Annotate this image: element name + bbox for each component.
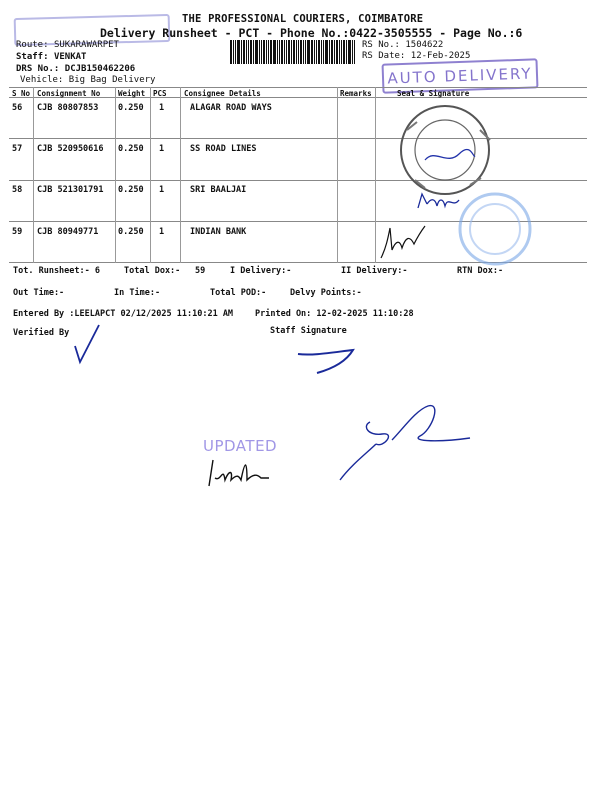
rs-date-value: 12-Feb-2025 (410, 51, 471, 61)
barcode-bar (314, 40, 315, 64)
printed-on: Printed On: 12-02-2025 11:10:28 (255, 309, 414, 319)
barcode-bar (286, 40, 287, 64)
barcode-bar (305, 40, 306, 64)
cell-weight: 0.250 (118, 103, 144, 113)
barcode-bar (336, 40, 338, 64)
barcode-bar (316, 40, 317, 64)
barcode-bar (311, 40, 313, 64)
barcode-bar (300, 40, 302, 64)
barcode-bar (354, 40, 355, 64)
staff-signature-mark (295, 346, 360, 376)
cell-consignment: CJB 80949771 (37, 227, 99, 237)
total-dox-value: 59 (195, 266, 206, 276)
barcode-bar (343, 40, 345, 64)
vehicle-value: Big Bag Delivery (68, 75, 156, 85)
barcode-bar (270, 40, 272, 64)
table-divider (375, 87, 376, 263)
cell-consignment: CJB 80807853 (37, 103, 99, 113)
cell-weight: 0.250 (118, 185, 144, 195)
cell-pcs: 1 (159, 103, 165, 113)
route-line (16, 40, 119, 50)
barcode-bar (288, 40, 291, 64)
staff-line (16, 52, 86, 62)
barcode-bar (253, 40, 254, 64)
barcode-bar (277, 40, 278, 64)
auto-delivery-stamp: AUTO DELIVERY (382, 58, 539, 93)
cell-consignee: ALAGAR ROAD WAYS (190, 103, 272, 113)
barcode-bar (334, 40, 335, 64)
updated-signature (205, 456, 275, 492)
vehicle-line (20, 75, 155, 85)
verified-tick-mark (72, 322, 104, 367)
barcode-bar (246, 40, 247, 64)
cell-pcs: 1 (159, 227, 165, 237)
barcode (230, 40, 356, 64)
staff-signature-label: Staff Signature (270, 326, 347, 336)
total-dox-label: Total Dox:- (124, 266, 181, 276)
barcode-bar (259, 40, 260, 64)
barcode-bar (237, 40, 240, 64)
header-seal-signature: Seal & Signature (397, 89, 470, 98)
cell-consignee: SS ROAD LINES (190, 144, 257, 154)
cell-pcs: 1 (159, 144, 165, 154)
updated-stamp: UPDATED (203, 437, 278, 455)
cell-consignee: SRI BAALJAI (190, 185, 247, 195)
table-divider (33, 87, 34, 263)
staff-label: Staff: (16, 52, 49, 62)
ii-delivery: II Delivery:- (341, 266, 408, 276)
blue-round-stamp (455, 190, 535, 268)
header-sno: S No (12, 89, 31, 98)
barcode-bar (296, 40, 297, 64)
barcode-bar (233, 40, 234, 64)
route-label: Route: (16, 40, 49, 50)
barcode-bar (243, 40, 245, 64)
barcode-bar (331, 40, 333, 64)
header-consignment: Consignment No (37, 89, 101, 98)
rs-date-line (362, 51, 470, 61)
barcode-bar (284, 40, 285, 64)
i-delivery: I Delivery:- (230, 266, 292, 276)
out-time: Out Time:- (13, 288, 65, 298)
header-weight: Weight (118, 89, 146, 98)
barcode-bar (273, 40, 276, 64)
barcode-bar (279, 40, 280, 64)
barcode-bar (298, 40, 299, 64)
header-remarks: Remarks (340, 89, 372, 98)
rtn-dox: RTN Dox:- (457, 266, 504, 276)
cell-sno: 56 (12, 103, 23, 113)
cell-sno: 59 (12, 227, 23, 237)
cell-consignment: CJB 520950616 (37, 144, 104, 154)
table-divider (180, 87, 181, 263)
table-divider (150, 87, 151, 263)
round-seal-stamp (395, 100, 505, 200)
header-pcs: PCS (153, 89, 167, 98)
in-time: In Time:- (114, 288, 161, 298)
barcode-bar (255, 40, 258, 64)
drs-label: DRS No.: (16, 64, 60, 74)
delvy-points: Delvy Points:- (290, 288, 362, 298)
barcode-bar (261, 40, 262, 64)
bank-signature (378, 218, 428, 263)
barcode-bar (318, 40, 320, 64)
total-pod: Total POD:- (210, 288, 267, 298)
rs-no-line (362, 40, 443, 50)
barcode-bar (250, 40, 252, 64)
barcode-bar (241, 40, 242, 64)
cell-consignment: CJB 521301791 (37, 185, 104, 195)
barcode-bar (346, 40, 347, 64)
entered-by: Entered By :LEELAPCT 02/12/2025 11:10:21 AM (13, 309, 234, 319)
barcode-bar (321, 40, 322, 64)
barcode-bar (348, 40, 351, 64)
large-signature (320, 400, 480, 495)
rs-date-label: RS Date: (362, 51, 406, 61)
vehicle-label: Vehicle: (20, 75, 64, 85)
tot-runsheet: Tot. Runsheet:- 6 (13, 266, 100, 276)
cell-weight: 0.250 (118, 144, 144, 154)
barcode-bar (266, 40, 267, 64)
drs-value: DCJB150462206 (64, 64, 136, 74)
barcode-bar (339, 40, 340, 64)
cell-pcs: 1 (159, 185, 165, 195)
cell-sno: 58 (12, 185, 23, 195)
barcode-bar (293, 40, 295, 64)
barcode-bar (291, 40, 292, 64)
staff-value: VENKAT (53, 52, 87, 62)
cell-sno: 57 (12, 144, 23, 154)
cell-weight: 0.250 (118, 227, 144, 237)
barcode-bar (352, 40, 353, 64)
table-divider (115, 87, 116, 263)
barcode-bar (268, 40, 269, 64)
table-divider (337, 87, 338, 263)
table-rule (9, 87, 587, 88)
drs-line (16, 64, 135, 74)
barcode-bar (303, 40, 304, 64)
cell-consignee: INDIAN BANK (190, 227, 247, 237)
barcode-bar (307, 40, 310, 64)
barcode-bar (235, 40, 236, 64)
rs-no-label: RS No.: (362, 40, 400, 50)
route-value: SUKARAWARPET (53, 40, 119, 50)
runsheet-subtitle: Delivery Runsheet - PCT - Phone No.:0422-3505555 - Page No.:6 (100, 26, 523, 40)
verified-by-label: Verified By (13, 328, 70, 338)
barcode-bar (263, 40, 265, 64)
company-title: THE PROFESSIONAL COURIERS, COIMBATORE (182, 13, 424, 25)
header-consignee: Consignee Details (184, 89, 261, 98)
barcode-bar (329, 40, 330, 64)
barcode-bar (281, 40, 283, 64)
barcode-bar (230, 40, 232, 64)
rs-no-value: 1504622 (405, 40, 444, 50)
barcode-bar (323, 40, 324, 64)
barcode-bar (325, 40, 328, 64)
barcode-bar (248, 40, 249, 64)
barcode-bar (341, 40, 342, 64)
